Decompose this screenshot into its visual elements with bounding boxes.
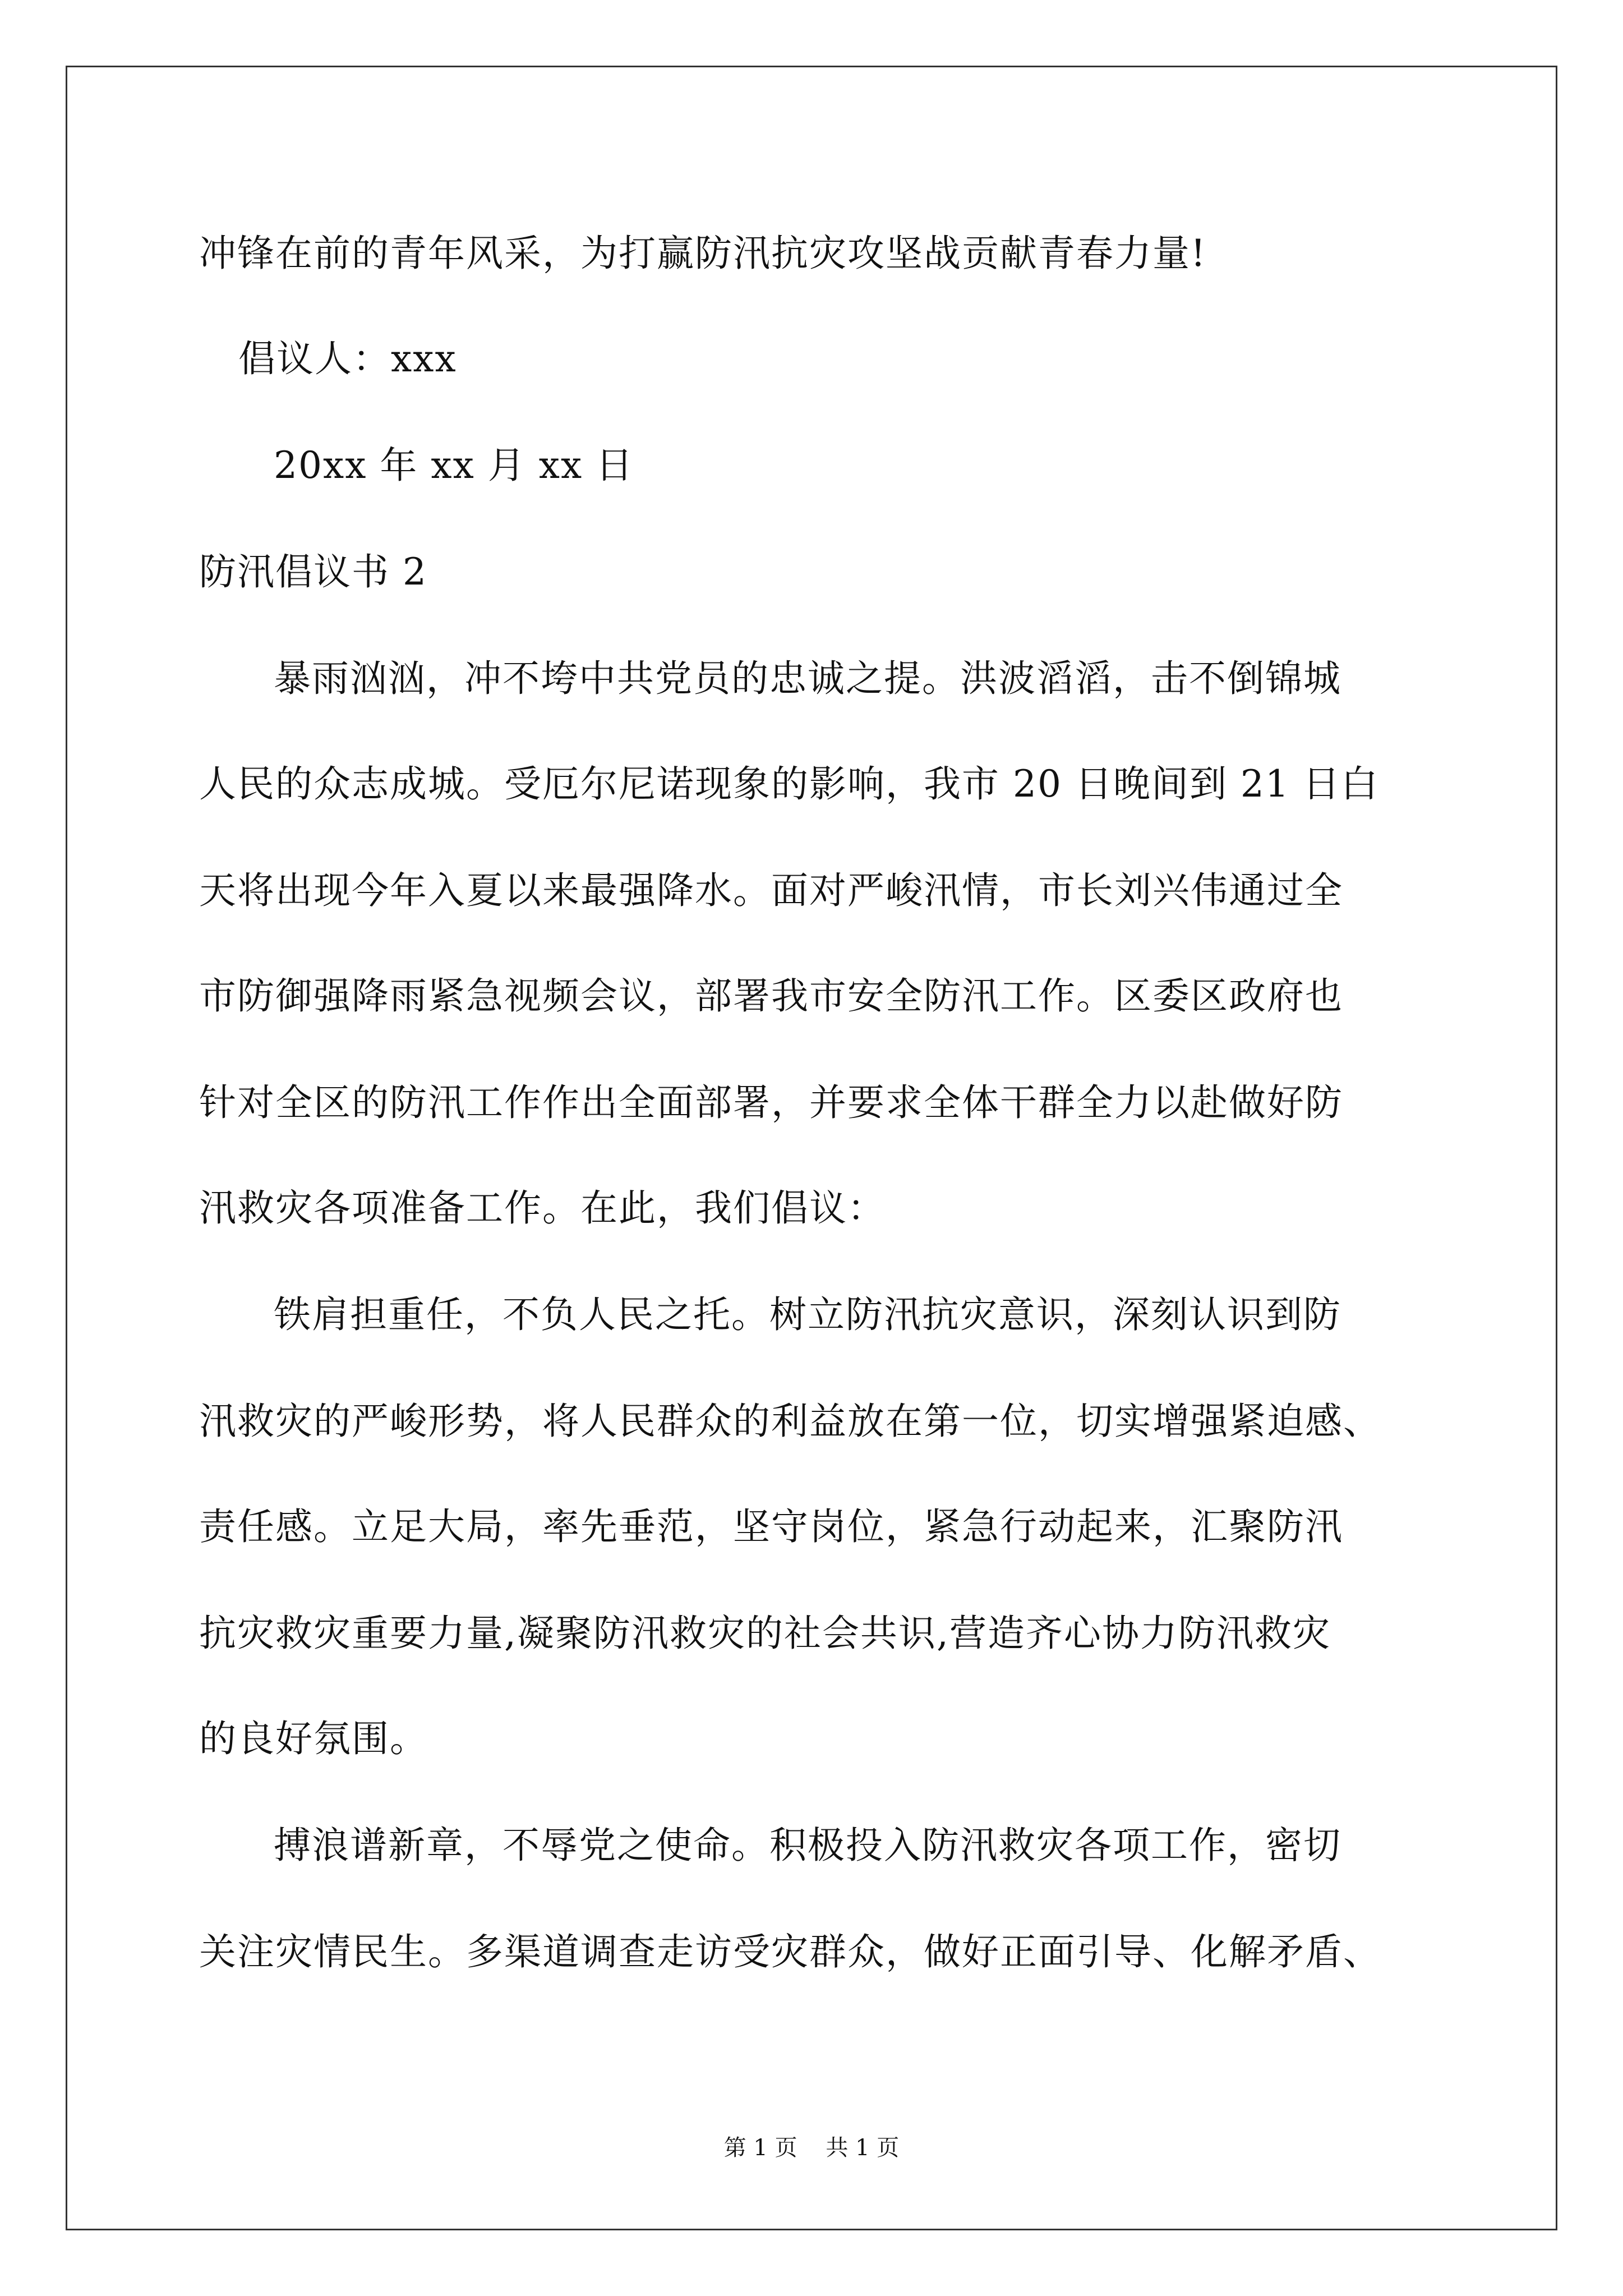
page-number-footer: 第 1 页 共 1 页: [723, 2135, 900, 2161]
paragraph-3-line: 关注灾情民生。多渠道调查走访受灾群众，做好正面引导、化解矛盾、: [199, 1930, 1381, 1973]
paragraph-1-line: 人民的众志成城。受厄尔尼诺现象的影响，我市 20 日晚间到 21 日白: [199, 762, 1379, 806]
paragraph-1-line: 汛救灾各项准备工作。在此，我们倡议：: [199, 1186, 886, 1230]
paragraph-3-line: 搏浪谱新章，不辱党之使命。积极投入防汛救灾各项工作，密切: [274, 1824, 1341, 1867]
section-heading: 防汛倡议书 2: [199, 550, 427, 593]
paragraph-1-line: 天将出现今年入夏以来最强降水。面对严峻汛情，市长刘兴伟通过全: [199, 869, 1343, 912]
paragraph-2-line: 铁肩担重任，不负人民之托。树立防汛抗灾意识，深刻认识到防: [274, 1293, 1341, 1336]
paragraph-1-line: 针对全区的防汛工作作出全面部署，并要求全体干群全力以赴做好防: [199, 1081, 1343, 1124]
paragraph-2-line: 责任感。立足大局，率先垂范，坚守岗位，紧急行动起来，汇聚防汛: [199, 1505, 1343, 1548]
page-border: [66, 66, 1557, 2230]
text-line: 冲锋在前的青年风采，为打赢防汛抗灾攻坚战贡献青春力量!: [199, 232, 1207, 275]
date-line: 20xx 年 xx 月 xx 日: [274, 444, 634, 487]
signature-line: 倡议人：xxx: [238, 337, 457, 380]
paragraph-2-line: 汛救灾的严峻形势，将人民群众的利益放在第一位，切实增强紧迫感、: [199, 1400, 1381, 1443]
paragraph-2-line: 抗灾救灾重要力量,凝聚防汛救灾的社会共识,营造齐心协力防汛救灾: [199, 1612, 1331, 1655]
paragraph-2-line: 的良好氛围。: [199, 1717, 428, 1760]
paragraph-1-line: 暴雨汹汹，冲不垮中共党员的忠诚之提。洪波滔滔，击不倒锦城: [274, 657, 1341, 700]
paragraph-1-line: 市防御强降雨紧急视频会议，部署我市安全防汛工作。区委区政府也: [199, 974, 1343, 1018]
